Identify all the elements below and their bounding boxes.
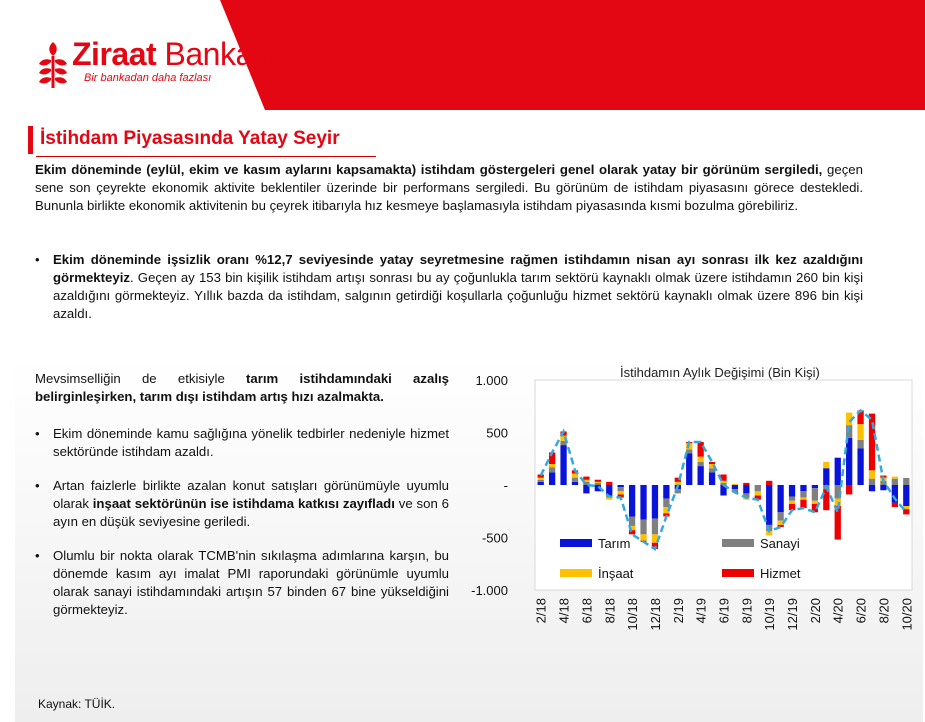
x-tick-label: 6/18 xyxy=(579,598,595,624)
legend-label: İnşaat xyxy=(598,566,634,581)
bar-Tarım xyxy=(629,485,635,517)
bar-Sanayi xyxy=(538,480,544,482)
bar-İnşaat xyxy=(800,498,806,500)
bar-Sanayi xyxy=(618,487,624,491)
bar-Tarım xyxy=(732,485,738,489)
bar-Hizmet xyxy=(698,442,704,457)
bar-İnşaat xyxy=(720,481,726,483)
bar-Tarım xyxy=(880,485,886,490)
bar-Sanayi xyxy=(777,512,783,520)
employment-change-chart xyxy=(460,375,920,665)
x-tick-label: 2/19 xyxy=(670,598,686,624)
bar-Tarım xyxy=(846,438,852,485)
legend-label: Hizmet xyxy=(760,566,801,581)
y-tick-label: -500 xyxy=(481,530,508,546)
wheat-icon xyxy=(38,40,68,88)
bar-Sanayi xyxy=(800,491,806,497)
bar-Tarım xyxy=(869,485,875,491)
bar-Tarım xyxy=(549,472,555,485)
bar-Tarım xyxy=(572,482,578,485)
bar-Tarım xyxy=(812,485,818,488)
source-note: Kaynak: TÜİK. xyxy=(38,697,116,711)
bar-Tarım xyxy=(823,468,829,485)
bar-İnşaat xyxy=(640,534,646,540)
intro-paragraph: Ekim döneminde (eylül, ekim ve kasım aylarını kapsamakta) istihdam göstergeleri genel olarak yatay bir görünüm sergiledi, geçen sene son çeyrekte ekonomik aktivite beklentiler üzerinde bir performans sergiledi. Bu görünüm de istihdam piyasasını görece destekledi. Bununla birlikte ekonomik aktivitenin bu çeyrek itibarıyla hız kesmeye başlamasıyla istihdam piyasasında kısmi bozulma görebiliriz. xyxy=(35,162,863,213)
bar-İnşaat xyxy=(892,477,898,479)
brand-logo xyxy=(38,36,278,102)
bar-Tarım xyxy=(652,485,658,519)
x-tick-label: 4/18 xyxy=(556,598,572,624)
x-tick-label: 2/18 xyxy=(533,598,549,624)
legend-label: Sanayi xyxy=(760,536,800,551)
title-accent-bar xyxy=(28,126,33,154)
bar-Tarım xyxy=(800,485,806,491)
bar-Tarım xyxy=(766,485,772,525)
bar-Tarım xyxy=(789,485,795,497)
bar-Tarım xyxy=(686,454,692,486)
bar-Tarım xyxy=(835,458,841,485)
chart-title: İstihdamın Aylık Değişimi (Bin Kişi) xyxy=(620,365,820,380)
bar-İnşaat xyxy=(812,501,818,504)
bar-Hizmet xyxy=(606,482,612,485)
bar-Hizmet xyxy=(903,509,909,514)
bar-Tarım xyxy=(777,485,783,512)
bar-İnşaat xyxy=(549,464,555,467)
brand-name: Ziraat Bankası xyxy=(72,36,277,72)
bar-Sanayi xyxy=(629,517,635,526)
bar-İnşaat xyxy=(732,484,738,485)
bar-Tarım xyxy=(538,482,544,485)
legend-swatch xyxy=(560,539,592,547)
sector-paragraph: Mevsimselliğin de etkisiyle tarım istihdamındaki azalış belirginleşirken, tarım dışı istihdam artış hızı azalmakta. xyxy=(35,371,449,404)
service-bullet: • Ekim döneminde kamu sağlığına yönelik tedbirler nedeniyle hizmet sektöründe istihdam azaldı. xyxy=(35,425,449,461)
bar-Hizmet xyxy=(743,483,749,485)
bar-Sanayi xyxy=(789,497,795,501)
bar-Hizmet xyxy=(709,462,715,464)
x-tick-label: 6/19 xyxy=(716,598,732,624)
y-tick-label: 1.000 xyxy=(475,375,508,388)
bar-Sanayi xyxy=(812,488,818,501)
x-tick-label: 8/19 xyxy=(739,598,755,624)
bar-Hizmet xyxy=(846,485,852,494)
unemployment-bullet: • Ekim döneminde işsizlik oranı %12,7 seviyesinde yatay seyretmesine rağmen istihdamın nisan ayı sonrası ilk kez azaldığını görmekteyiz. Geçen ay 153 bin kişilik istihdam artışı sonrası bu ay çoğunlukla tarım sektörü kaynaklı olmak üzere istihdamın 260 bin kişi azaldığını görmekteyiz. Yıllık bazda da istihdam, salgının getirdiği koşullarla çoğunluğu hizmet sektörü kaynaklı olmak üzere 896 bin kişi azaldı. xyxy=(35,251,863,323)
bar-Sanayi xyxy=(595,483,601,485)
x-tick-label: 12/19 xyxy=(785,598,801,631)
bar-Tarım xyxy=(709,472,715,485)
x-tick-label: 8/20 xyxy=(876,598,892,624)
title-underline xyxy=(36,156,376,157)
y-tick-label: - xyxy=(503,478,508,493)
bar-Sanayi xyxy=(663,499,669,507)
x-tick-label: 4/19 xyxy=(693,598,709,624)
bar-İnşaat xyxy=(538,478,544,480)
bar-Sanayi xyxy=(755,485,761,491)
x-tick-label: 4/20 xyxy=(830,598,846,624)
bar-İnşaat xyxy=(857,424,863,440)
bar-Sanayi xyxy=(549,467,555,472)
bar-Hizmet xyxy=(583,477,589,480)
construction-bullet: • Artan faizlerle birlikte azalan konut satışları görünümüyle uyumlu olarak inşaat sektörünün ise istihdama katkısı zayıfladı ve son 6 ayın en düşük seviyesine geriledi. xyxy=(35,477,449,531)
bar-İnşaat xyxy=(698,457,704,462)
x-tick-label: 10/19 xyxy=(762,598,778,631)
bar-Tarım xyxy=(560,445,566,485)
bar-İnşaat xyxy=(618,491,624,494)
x-tick-label: 10/18 xyxy=(625,598,641,631)
bar-İnşaat xyxy=(823,462,829,468)
brand-slogan: Bir bankadan daha fazlası xyxy=(84,72,212,84)
bar-Sanayi xyxy=(903,478,909,485)
x-tick-label: 12/18 xyxy=(647,598,663,631)
bar-Tarım xyxy=(663,485,669,499)
bar-Sanayi xyxy=(652,519,658,535)
bar-Sanayi xyxy=(698,462,704,466)
x-tick-label: 2/20 xyxy=(807,598,823,624)
header xyxy=(0,0,925,114)
bar-Sanayi xyxy=(640,520,646,535)
bar-Tarım xyxy=(857,448,863,485)
x-tick-label: 10/20 xyxy=(899,598,915,631)
bar-Sanayi xyxy=(572,478,578,482)
bar-İnşaat xyxy=(789,501,795,504)
x-tick-label: 6/20 xyxy=(853,598,869,624)
legend-swatch xyxy=(560,569,592,577)
bar-Tarım xyxy=(903,485,909,506)
x-tick-label: 8/18 xyxy=(602,598,618,624)
page-title: İstihdam Piyasasında Yatay Seyir xyxy=(40,128,340,149)
bar-Tarım xyxy=(698,466,704,485)
bar-Sanayi xyxy=(857,440,863,448)
industry-bullet: • Olumlu bir nokta olarak TCMB'nin sıkılaşma adımlarına karşın, bu dönemde kasım ayı imalat PMI raporundaki görünümle uyumlu olarak sanayi istihdamındaki artışın 57 binden 67 bine yükseldiğini görmekteyiz. xyxy=(35,547,449,619)
bar-Sanayi xyxy=(892,479,898,485)
y-tick-label: -1.000 xyxy=(471,583,508,598)
legend-swatch xyxy=(722,539,754,547)
bar-Hizmet xyxy=(869,414,875,471)
bar-İnşaat xyxy=(755,491,761,495)
bar-Sanayi xyxy=(869,479,875,485)
bar-Hizmet xyxy=(766,481,772,485)
bar-Hizmet xyxy=(823,489,829,510)
bar-Tarım xyxy=(640,485,646,520)
bar-Tarım xyxy=(618,485,624,487)
bar-İnşaat xyxy=(595,482,601,483)
bar-Hizmet xyxy=(595,480,601,482)
bar-Tarım xyxy=(743,485,749,493)
bar-Hizmet xyxy=(892,503,898,507)
y-tick-label: 500 xyxy=(486,425,508,441)
legend-swatch xyxy=(722,569,754,577)
bar-İnşaat xyxy=(869,470,875,478)
legend-label: Tarım xyxy=(598,536,631,551)
